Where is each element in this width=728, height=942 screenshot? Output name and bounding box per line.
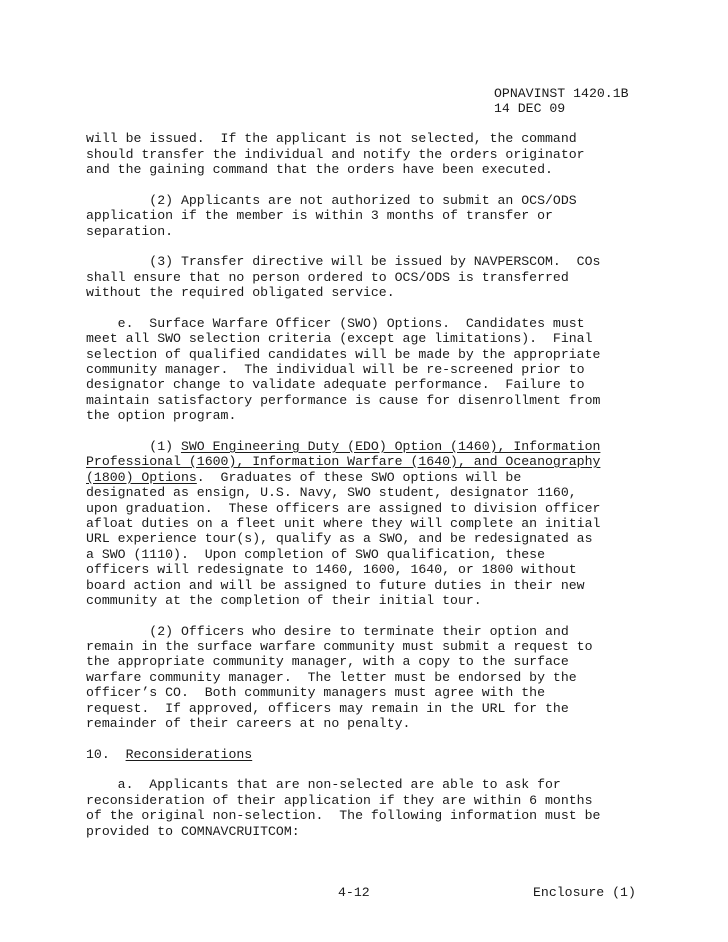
underlined-text: SWO Engineering Duty (EDO) Option (1460), Information	[180, 439, 601, 454]
text-segment: without the required obligated service.	[86, 285, 395, 300]
text-line	[86, 316, 585, 331]
text-segment: e. Surface Warfare Officer (SWO) Options. Candidates must	[86, 316, 585, 331]
text-segment: remain in the surface warfare community must submit a request to	[86, 639, 593, 654]
text-line	[86, 393, 600, 408]
text-line	[86, 624, 569, 639]
text-line	[86, 439, 600, 454]
text-segment: a SWO (1110). Upon completion of SWO qualification, these	[86, 547, 545, 562]
text-segment: board action and will be assigned to future duties in their new	[86, 578, 585, 593]
text-segment: (1)	[86, 439, 181, 454]
text-segment: 10.	[86, 747, 126, 762]
text-segment: of the original non-selection. The following information must be	[86, 808, 601, 823]
text-line	[86, 470, 521, 485]
text-line	[86, 131, 577, 146]
text-line	[86, 147, 585, 162]
text-segment: officers will redesignate to 1460, 1600, 1640, or 1800 without	[86, 562, 577, 577]
text-line	[86, 362, 585, 377]
text-line	[86, 485, 577, 500]
text-segment: maintain satisfactory performance is cause for disenrollment from	[86, 393, 601, 408]
text-line	[86, 162, 553, 177]
instruction-date: 14 DEC 09	[494, 101, 566, 116]
text-segment: the option program.	[86, 408, 237, 423]
text-segment: and the gaining command that the orders have been executed.	[86, 162, 553, 177]
text-segment: officer’s CO. Both community managers must agree with the	[86, 685, 545, 700]
text-segment: designator change to validate adequate performance. Failure to	[86, 377, 585, 392]
text-segment: request. If approved, officers may remain in the URL for the	[86, 701, 569, 716]
text-line	[86, 347, 600, 362]
text-segment: shall ensure that no person ordered to OCS/ODS is transferred	[86, 270, 569, 285]
instruction-number: OPNAVINST 1420.1B	[494, 86, 629, 101]
text-segment: the appropriate community manager, with a copy to the surface	[86, 654, 569, 669]
text-line	[86, 593, 482, 608]
text-segment: (2) Officers who desire to terminate their option and	[86, 624, 569, 639]
text-segment: should transfer the individual and notify the orders originator	[86, 147, 585, 162]
text-line	[86, 193, 577, 208]
text-line	[86, 777, 561, 792]
text-line	[86, 331, 592, 346]
text-segment: afloat duties on a fleet unit where they will complete an initial	[86, 516, 601, 531]
text-segment: community at the completion of their initial tour.	[86, 593, 482, 608]
text-line	[86, 408, 236, 423]
text-line	[86, 793, 592, 808]
text-line	[86, 639, 592, 654]
text-line	[86, 285, 395, 300]
text-segment: a. Applicants that are non-selected are able to ask for	[86, 777, 561, 792]
text-line	[86, 808, 600, 823]
text-segment: warfare community manager. The letter must be endorsed by the	[86, 670, 577, 685]
text-line	[86, 547, 545, 562]
text-line	[86, 270, 569, 285]
text-segment: will be issued. If the applicant is not selected, the command	[86, 131, 577, 146]
text-segment: provided to COMNAVCRUITCOM:	[86, 824, 300, 839]
text-segment: reconsideration of their application if they are within 6 months	[86, 793, 593, 808]
text-line	[86, 224, 173, 239]
text-line	[86, 747, 252, 762]
text-segment: remainder of their careers at no penalty.	[86, 716, 411, 731]
text-line	[86, 254, 600, 269]
text-segment: (2) Applicants are not authorized to submit an OCS/ODS	[86, 193, 577, 208]
text-line	[86, 578, 585, 593]
text-line	[86, 824, 300, 839]
text-segment: URL experience tour(s), qualify as a SWO, and be redesignated as	[86, 531, 593, 546]
text-segment: selection of qualified candidates will be made by the appropriate	[86, 347, 601, 362]
underlined-text: Professional (1600), Information Warfare (1640), and Oceanography	[86, 454, 601, 469]
text-line	[86, 208, 553, 223]
text-segment: (3) Transfer directive will be issued by NAVPERSCOM. COs	[86, 254, 601, 269]
text-segment: application if the member is within 3 months of transfer or	[86, 208, 553, 223]
text-line	[86, 685, 545, 700]
text-line	[86, 670, 577, 685]
page-number: 4-12	[338, 885, 370, 900]
text-line	[86, 377, 585, 392]
text-line	[86, 454, 600, 469]
text-line	[86, 716, 410, 731]
underlined-text: (1800) Options	[86, 470, 197, 485]
text-line	[86, 531, 592, 546]
text-segment: designated as ensign, U.S. Navy, SWO student, designator 1160,	[86, 485, 577, 500]
text-line	[86, 701, 569, 716]
enclosure-label: Enclosure (1)	[533, 885, 636, 900]
text-segment: community manager. The individual will be re-screened prior to	[86, 362, 585, 377]
text-segment: meet all SWO selection criteria (except age limitations). Final	[86, 331, 593, 346]
text-segment: separation.	[86, 224, 174, 239]
text-line	[86, 654, 569, 669]
text-segment: upon graduation. These officers are assigned to division officer	[86, 501, 601, 516]
text-line	[86, 562, 577, 577]
underlined-text: Reconsiderations	[125, 747, 253, 762]
text-segment: . Graduates of these SWO options will be	[196, 470, 522, 485]
text-line	[86, 516, 600, 531]
text-line	[86, 501, 600, 516]
